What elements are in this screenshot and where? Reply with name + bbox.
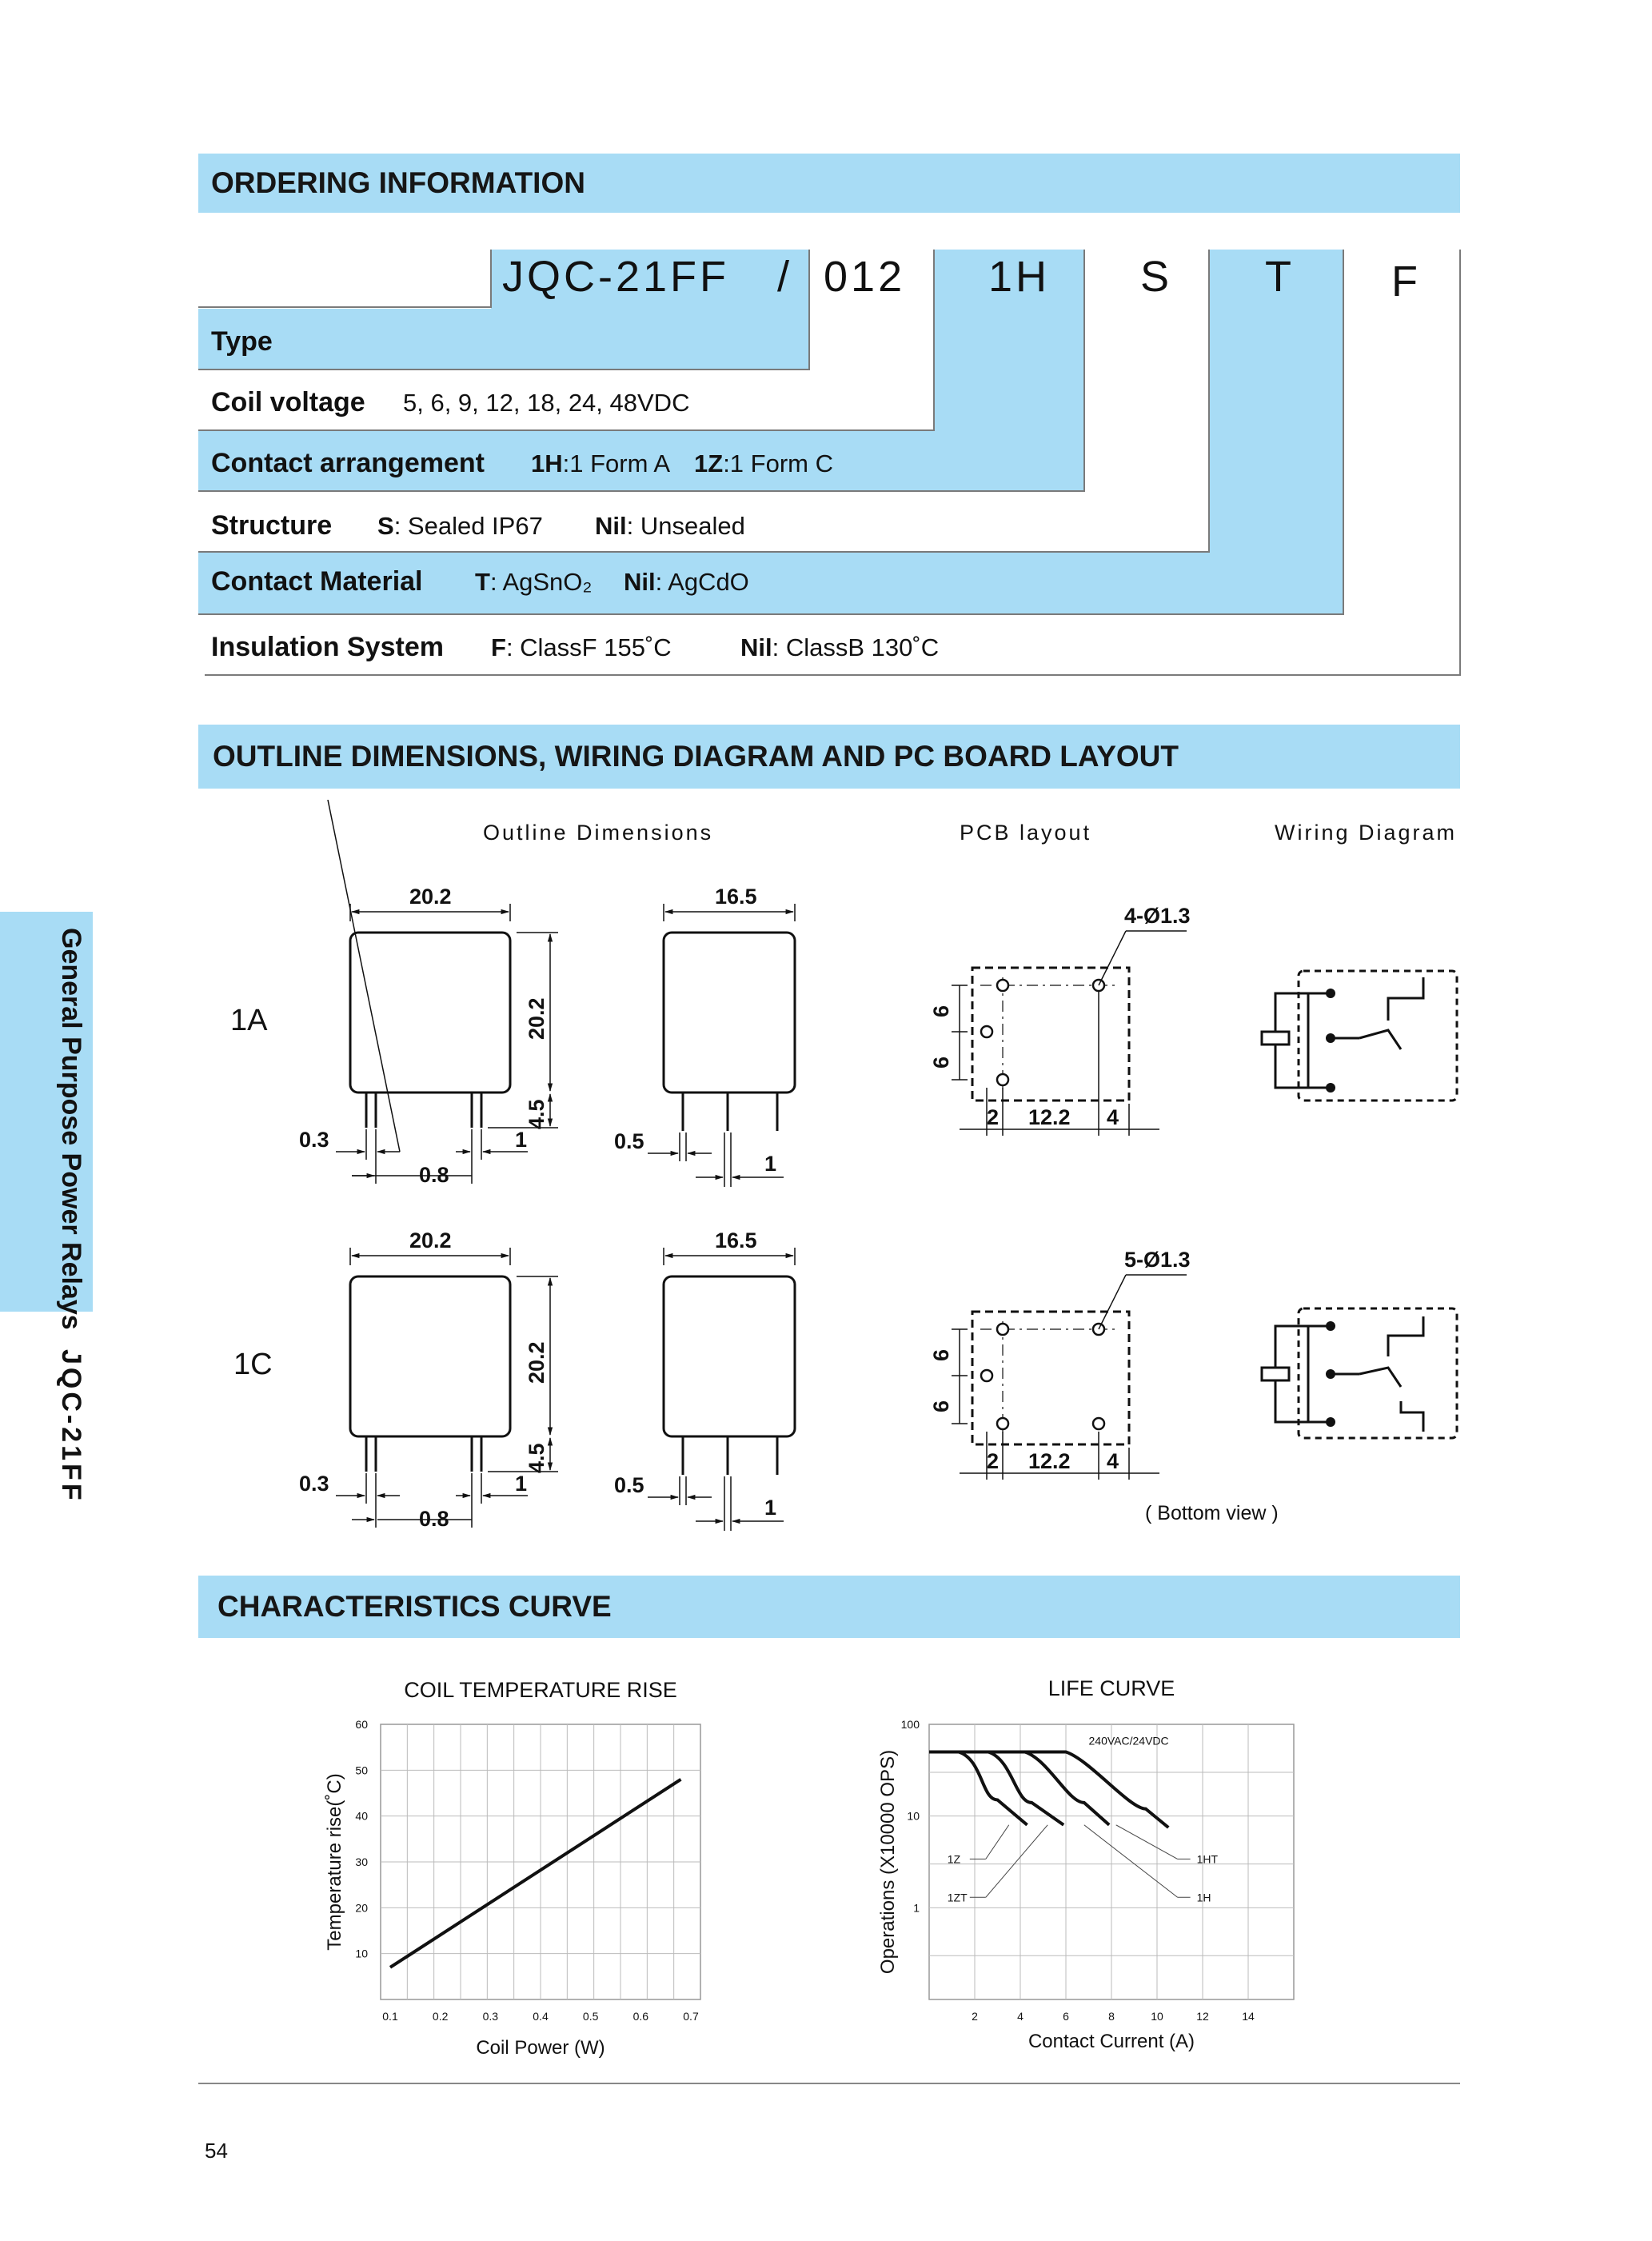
opt-nil-material-code: Nil [624, 568, 656, 596]
x-tick-label: 12 [1196, 2010, 1209, 2023]
dim-pin-width-side: 1 [764, 1496, 777, 1520]
opt-nil-structure-code: Nil [595, 512, 627, 540]
chart-life-curve [877, 1676, 1294, 2052]
section-title: OUTLINE DIMENSIONS, WIRING DIAGRAM AND PC BOARD LAYOUT [213, 740, 1179, 773]
x-tick-label: 8 [1108, 2010, 1115, 2023]
svg-text:1H:1 Form A [531, 449, 670, 477]
dim-height: 20.2 [525, 1341, 549, 1384]
title-pcb-layout: PCB layout [960, 821, 1092, 845]
code-slash: / [777, 253, 793, 301]
x-tick-label: 14 [1242, 2010, 1255, 2023]
chart-title: COIL TEMPERATURE RISE [404, 1678, 677, 1702]
dim-pcb-12-2: 12.2 [1028, 1105, 1071, 1129]
y-tick-label: 60 [355, 1718, 368, 1731]
leader-line [986, 1825, 1009, 1860]
series-label: 1Z [947, 1852, 961, 1866]
dim-pin-gap: 1 [515, 1128, 528, 1152]
variant-1c [233, 1228, 1457, 1531]
characteristics-curves [0, 1648, 1652, 2063]
code-voltage: 012 [824, 253, 906, 301]
dim-pin-width: 0.8 [419, 1163, 449, 1187]
dim-holes-1a: 4-Ø1.3 [1124, 904, 1191, 928]
x-tick-label: 0.7 [683, 2010, 699, 2023]
y-tick-label: 10 [355, 1947, 368, 1960]
dim-pin-width: 0.8 [419, 1507, 449, 1531]
dim-pcb-4: 4 [1107, 1105, 1119, 1129]
code-arrangement: 1H [988, 253, 1051, 301]
title-outline-dimensions: Outline Dimensions [483, 821, 714, 845]
page-number: 54 [205, 2139, 228, 2163]
row-contact-material-label: Contact Material [211, 566, 423, 597]
dim-pcb-4: 4 [1107, 1449, 1119, 1473]
dim-depth: 16.5 [715, 885, 757, 909]
x-tick-label: 0.5 [582, 2010, 599, 2023]
svg-text:S: Sealed IP67 [377, 512, 543, 540]
dim-pcb-pitch-b: 6 [929, 1056, 953, 1069]
section-header-ordering [198, 154, 1460, 213]
svg-text:Nil: ClassB 130˚C [740, 633, 939, 661]
dim-pin-thickness-side: 0.5 [614, 1129, 644, 1153]
code-insulation: F [1391, 258, 1421, 306]
opt-t-desc: : AgSnO₂ [489, 568, 593, 596]
opt-1z-desc: :1 Form C [723, 449, 833, 477]
title-wiring-diagram: Wiring Diagram [1275, 821, 1458, 845]
row-insulation-label: Insulation System [211, 632, 444, 662]
svg-text:F: ClassF 155˚C [491, 633, 672, 661]
x-tick-label: 0.4 [533, 2010, 549, 2023]
dim-pin-length: 4.5 [525, 1099, 549, 1129]
dim-pin-width-side: 1 [764, 1152, 777, 1176]
outline-drawings [0, 800, 1652, 1552]
code-material: T [1265, 253, 1295, 301]
leader-line [1116, 1825, 1178, 1860]
y-axis-label: Operations (X10000 OPS) [877, 1749, 899, 1975]
dim-pcb-12-2: 12.2 [1028, 1449, 1071, 1473]
opt-nil-insulation-desc: : ClassB 130˚C [772, 633, 940, 661]
chart-title: LIFE CURVE [1047, 1676, 1175, 1700]
svg-text:Nil: AgCdO [624, 568, 749, 596]
code-structure: S [1140, 253, 1173, 301]
chart-coil-temperature [324, 1678, 700, 2059]
side-tab-text [6, 928, 86, 1504]
opt-1z-code: 1Z [694, 449, 724, 477]
x-tick-label: 0.1 [382, 2010, 398, 2023]
dim-pcb-pitch-a: 6 [929, 1005, 953, 1017]
dim-pcb-pitch-b: 6 [929, 1400, 953, 1412]
dim-pcb-2: 2 [987, 1105, 1000, 1129]
x-tick-label: 6 [1063, 2010, 1069, 2023]
opt-nil-structure-desc: : Unsealed [626, 512, 745, 540]
x-axis-label: Coil Power (W) [476, 2037, 605, 2059]
opt-nil-insulation-code: Nil [740, 633, 772, 661]
section-header-outline [198, 725, 1460, 789]
dim-pin-thickness-side: 0.5 [614, 1473, 644, 1497]
dim-pin-length: 4.5 [525, 1443, 549, 1473]
dim-height: 20.2 [525, 997, 549, 1040]
leader-line [986, 1825, 1047, 1897]
section-title: CHARACTERISTICS CURVE [217, 1590, 612, 1623]
dim-depth: 16.5 [715, 1228, 757, 1252]
chart-annotation: 240VAC/24VDC [1088, 1734, 1169, 1748]
variant-1a [230, 800, 1457, 1187]
x-tick-label: 10 [1151, 2010, 1163, 2023]
x-tick-label: 2 [972, 2010, 978, 2023]
dim-width: 20.2 [409, 885, 452, 909]
svg-text:Nil: Unsealed [595, 512, 745, 540]
series-label: 1H [1196, 1891, 1211, 1904]
opt-1h-code: 1H [531, 449, 563, 477]
x-tick-label: 0.2 [432, 2010, 449, 2023]
y-tick-label: 20 [355, 1901, 368, 1915]
dim-pin-thickness: 0.3 [299, 1472, 329, 1496]
ordering-diagram [0, 240, 1652, 688]
svg-text:1Z:1 Form C [694, 449, 833, 477]
row-coil-voltage-label: Coil voltage [211, 387, 365, 417]
dim-pcb-2: 2 [987, 1449, 1000, 1473]
variant-label-1a: 1A [230, 1004, 268, 1037]
x-tick-label: 0.6 [632, 2010, 649, 2023]
y-tick-label: 100 [900, 1718, 920, 1731]
section-header-curves [198, 1576, 1460, 1638]
side-category: General Purpose Power Relays [56, 928, 86, 1330]
footer-divider [198, 2083, 1460, 2084]
dim-pin-thickness: 0.3 [299, 1128, 329, 1152]
variant-label-1c: 1C [233, 1348, 273, 1381]
row-coil-voltage-value: 5, 6, 9, 12, 18, 24, 48VDC [403, 389, 690, 417]
dim-holes-1c: 5-Ø1.3 [1124, 1248, 1191, 1272]
svg-text:T: AgSnO₂ [475, 568, 592, 596]
dim-width: 20.2 [409, 1228, 452, 1252]
x-tick-label: 4 [1017, 2010, 1024, 2023]
opt-s-desc: : Sealed IP67 [393, 512, 543, 540]
series-label: 1HT [1196, 1852, 1219, 1866]
section-title: ORDERING INFORMATION [211, 166, 585, 199]
leader-line [1084, 1825, 1178, 1897]
y-axis-label: Temperature rise(˚C) [324, 1773, 345, 1951]
x-axis-label: Contact Current (A) [1028, 2031, 1195, 2052]
bottom-view-note: ( Bottom view ) [1145, 1502, 1279, 1524]
opt-t-code: T [475, 568, 490, 596]
y-tick-label: 50 [355, 1764, 368, 1777]
dim-pin-gap: 1 [515, 1472, 528, 1496]
dim-pcb-pitch-a: 6 [929, 1348, 953, 1361]
series-line-1z [929, 1752, 1028, 1825]
y-tick-label: 40 [355, 1809, 368, 1823]
opt-s-code: S [377, 512, 394, 540]
series-label: 1ZT [947, 1891, 968, 1904]
row-type-label: Type [211, 326, 273, 357]
opt-f-desc: : ClassF 155˚C [505, 633, 672, 661]
row-contact-arrangement-label: Contact arrangement [211, 448, 485, 478]
code-series: JQC-21FF [502, 253, 730, 301]
y-tick-label: 1 [913, 1901, 920, 1915]
opt-f-code: F [491, 633, 506, 661]
y-tick-label: 10 [907, 1809, 920, 1823]
side-model: JQC-21FF [56, 1348, 86, 1504]
x-tick-label: 0.3 [482, 2010, 499, 2023]
opt-1h-desc: :1 Form A [562, 449, 671, 477]
y-tick-label: 30 [355, 1856, 368, 1868]
row-structure-label: Structure [211, 510, 333, 541]
opt-nil-material-desc: : AgCdO [655, 568, 749, 596]
